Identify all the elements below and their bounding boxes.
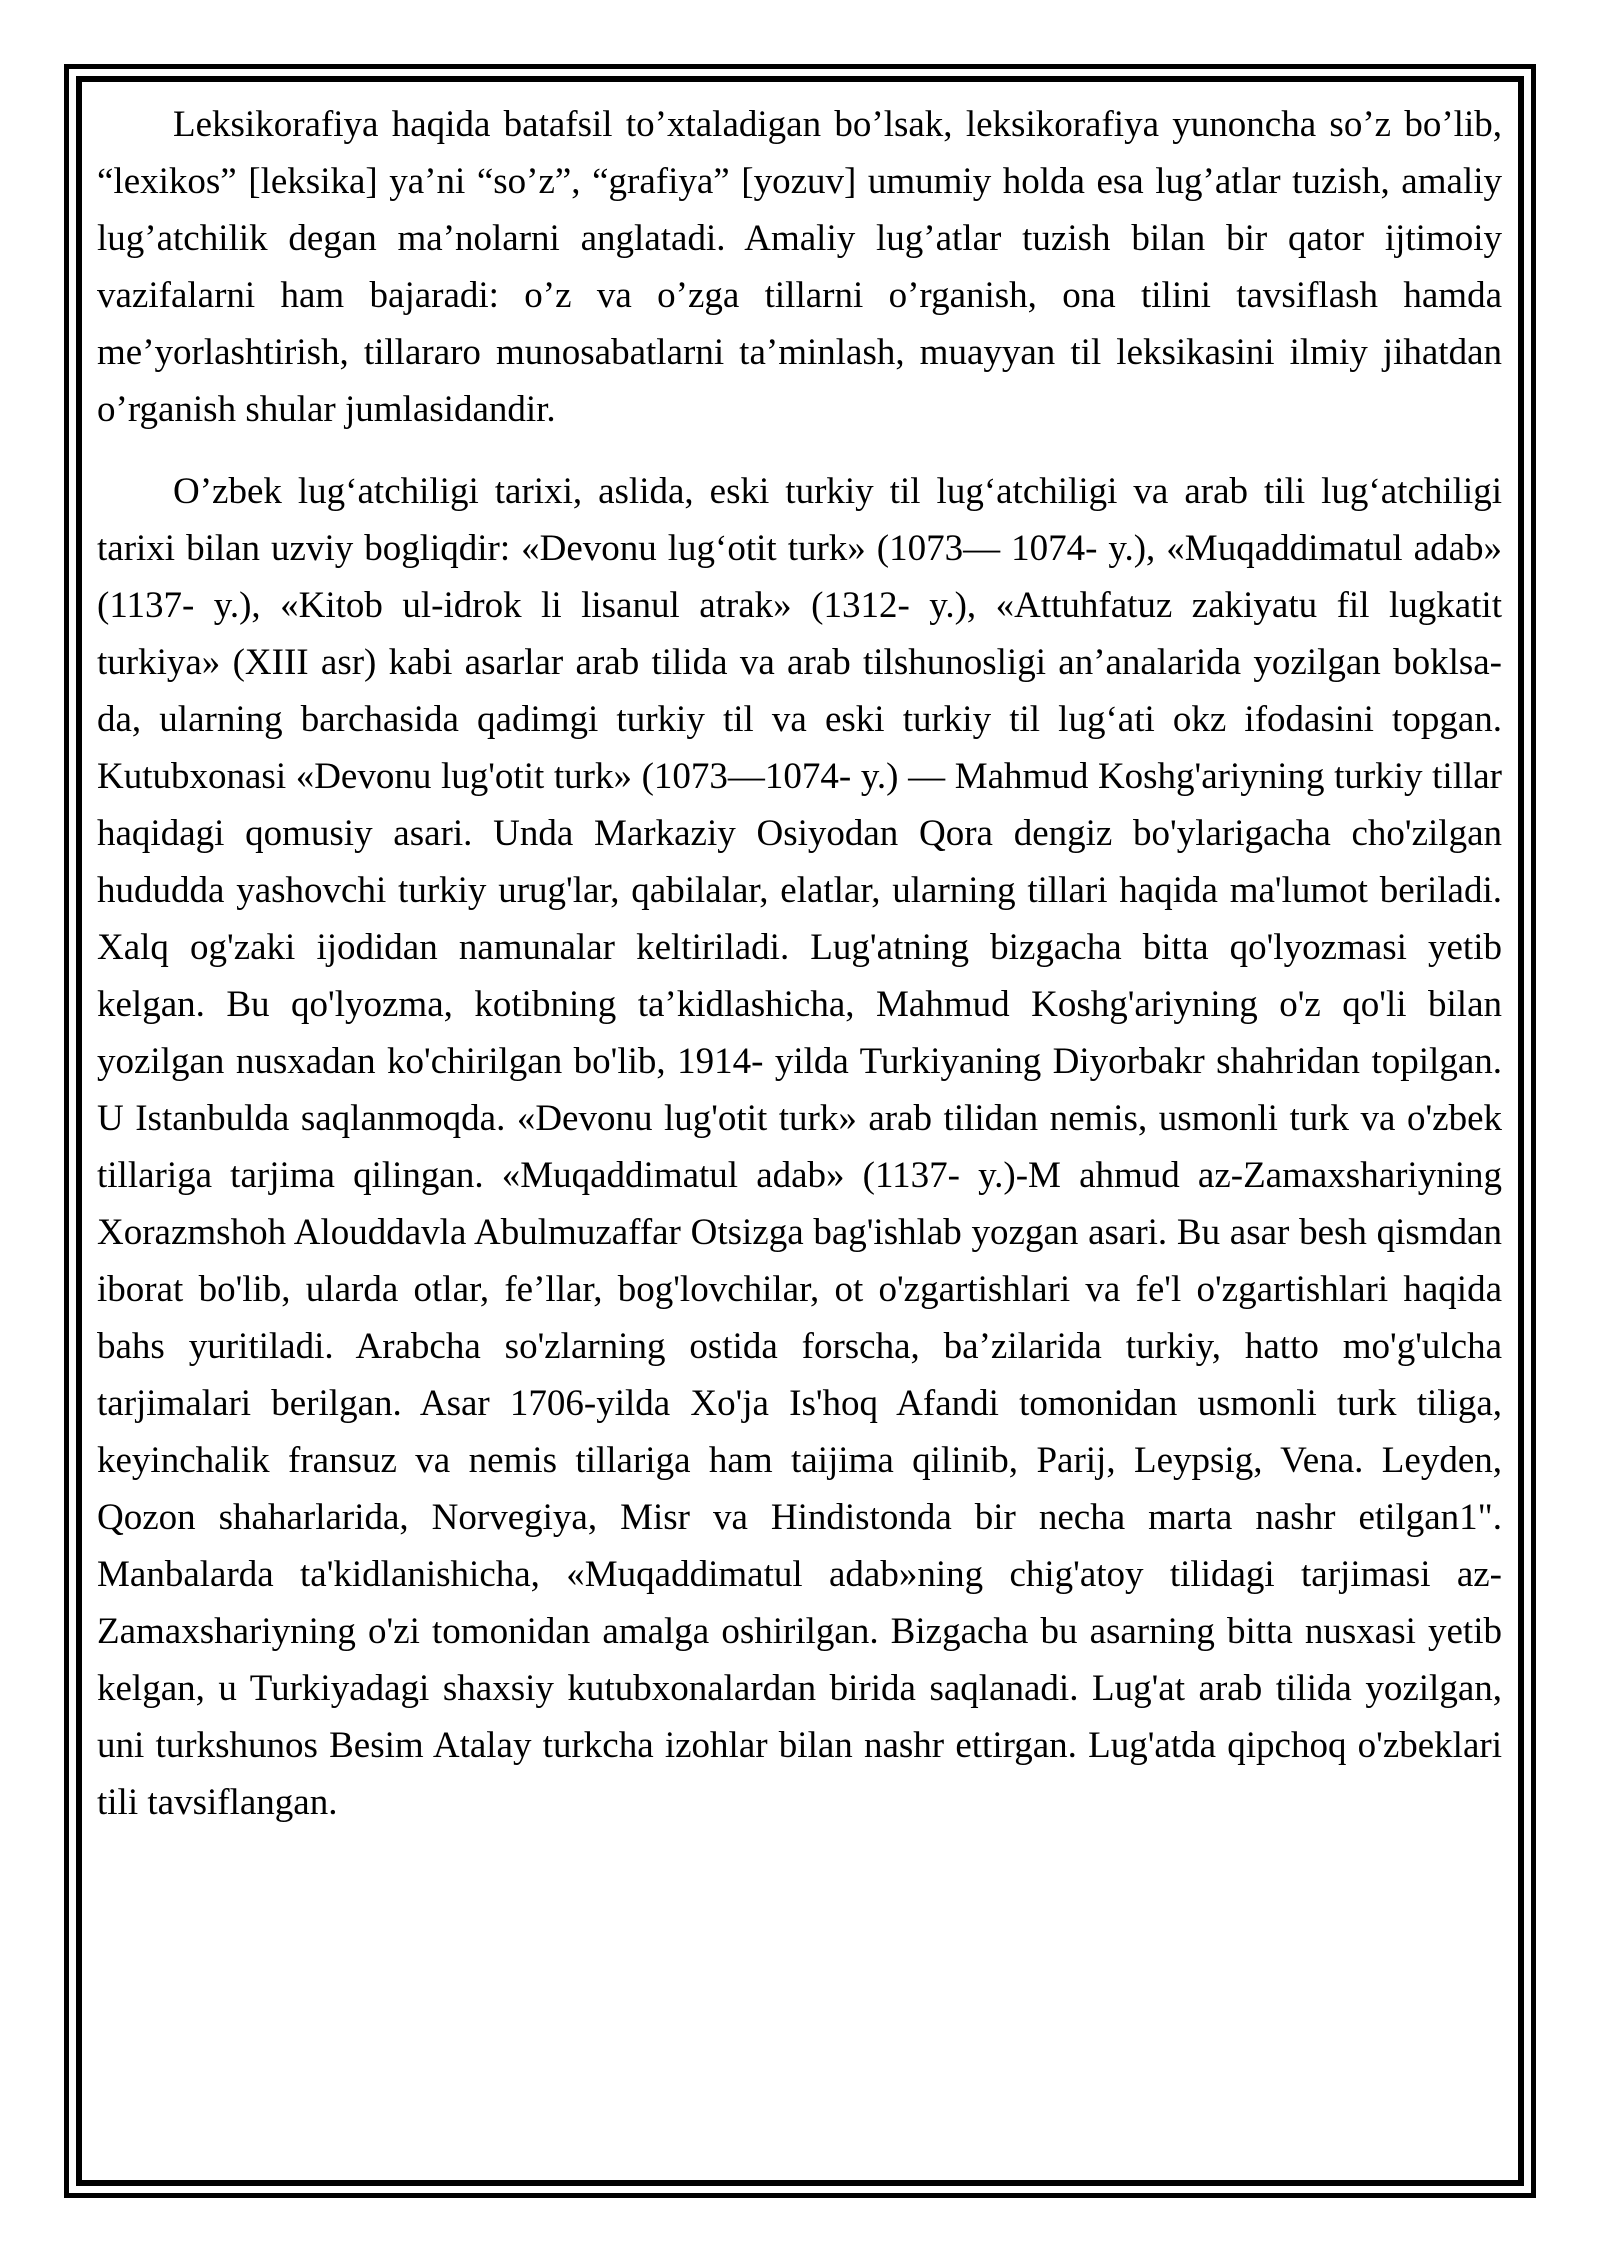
paragraph-lexicography-definition: Leksikorafiya haqida batafsil to’xtaladigan bo’lsak, leksikorafiya yunoncha so’z bo’lib, “lexikos” [leksika] ya’ni “so’z”, “grafiya” [yozuv] umumiy holda esa lug’atlar tuzish, amaliy lug’atchilik degan ma’nolarni anglatadi. Amaliy lug’atlar tuzish bilan bir qator ijtimoiy vazifalarni ham bajaradi: o’z va o’zga tillarni o’rganish, ona tilini tavsiflash hamda me’yorlashtirish, tillararo munosabatlarni ta’minlash, muayyan til leksikasini ilmiy jihatdan o’rganish shular jumlasidandir. xyxy=(97,104,1502,430)
document-body xyxy=(97,96,1502,1831)
paragraph-uzbek-lexicography-history: O’zbek lug‘atchiligi tarixi, aslida, eski turkiy til lug‘atchiligi va arab tili lug‘atchiligi tarixi bilan uzviy bogliqdir: «Devonu lug‘otit turk» (1073— 1074- y.), «Muqaddimatul adab» (1137- y.), «Kitob ul-idrok li lisanul atrak» (1312- y.), «Attuhfatuz zakiyatu fil lugkatit turkiya» (XIII asr) kabi asarlar arab tilida va arab tilshunosligi an’analarida yozilgan boklsa-da, ularning barchasida qadimgi turkiy til va eski turkiy til lug‘ati okz ifodasini topgan. Kutubxonasi «Devonu lug'otit turk» (1073—1074- y.) — Mahmud Koshg'ariyning turkiy tillar haqidagi qomusiy asari. Unda Markaziy Osiyodan Qora dengiz bo'ylarigacha cho'zilgan hududda yashovchi turkiy urug'lar, qabilalar, elatlar, ularning tillari haqida ma'lumot beriladi. Xalq og'zaki ijodidan namunalar keltiriladi. Lug'atning bizgacha bitta qo'lyozmasi yetib kelgan. Bu qo'lyozma, kotibning ta’kidlashicha, Mahmud Koshg'ariyning o'z qo'li bilan yozilgan nusxadan ko'chirilgan bo'lib, 1914- yilda Turkiyaning Diyorbakr shahridan topilgan. U Istanbulda saqlanmoqda. «Devonu lug'otit turk» arab tilidan nemis, usmonli turk va o'zbek tillariga tarjima qilingan. «Muqaddimatul adab» (1137- y.)-M ahmud az-Zamaxshariyning Xorazmshoh Alouddavla Abulmuzaffar Otsizga bag'ishlab yozgan asari. Bu asar besh qismdan iborat bo'lib, ularda otlar, fe’llar, bog'lovchilar, ot o'zgartishlari va fe'l o'zgartishlari haqida bahs yuritiladi. Arabcha so'zlarning ostida forscha, ba’zilarida turkiy, hatto mo'g'ulcha tarjimalari berilgan. Asar 1706-yilda Xo'ja Is'hoq Afandi tomonidan usmonli turk tiliga, keyinchalik fransuz va nemis tillariga ham taijima qilinib, Parij, Leypsig, Vena. Leyden, Qozon shaharlarida, Norvegiya, Misr va Hindistonda bir necha marta nashr etilgan1". Manbalarda ta'kidlanishicha, «Muqaddimatul adab»ning chig'atoy tilidagi tarjimasi az-Zamaxshariyning o'zi tomonidan amalga oshirilgan. Bizgacha bu asarning bitta nusxasi yetib kelgan, u Turkiyadagi shaxsiy kutubxonalardan birida saqlanadi. Lug'at arab tilida yozilgan, uni turkshunos Besim Atalay turkcha izohlar bilan nashr ettirgan. Lug'atda qipchoq o'zbeklari tili tavsiflangan. xyxy=(97,471,1502,1823)
